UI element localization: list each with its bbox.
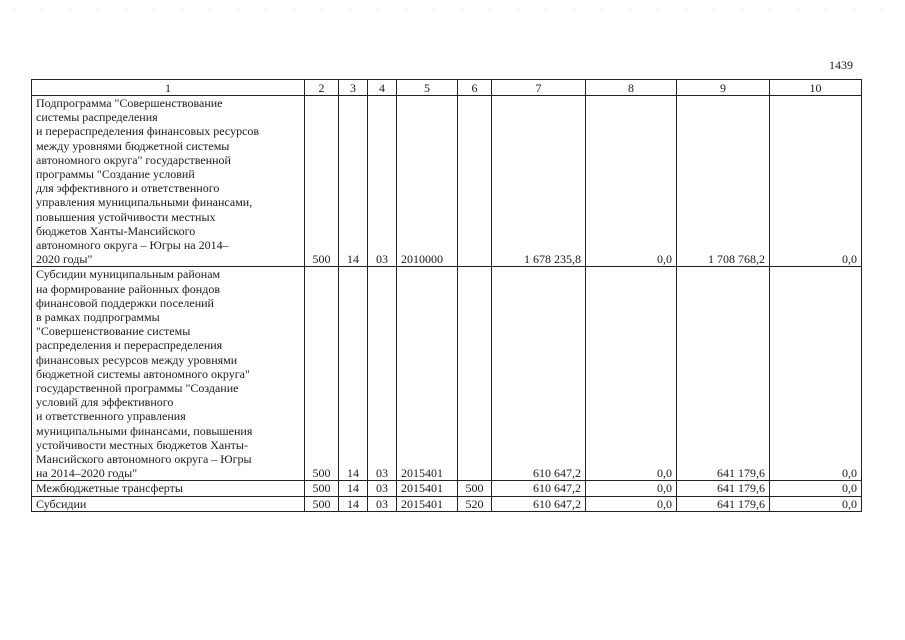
- cell-col5: 2010000: [397, 96, 458, 267]
- table-row: [32, 496, 862, 511]
- cell-col9: 641 179,6: [677, 481, 770, 496]
- row-name: Подпрограмма "Совершенствование системы распределения и перераспределения финансовых ресурсов между уровнями бюджетной системы автономного округа" государственной программы "Создание условий для эффективного и ответственного управления муниципальными финансами, повышения устойчивости местных бюджетов Ханты-Мансийского автономного округа – Югры на 2014– 2020 годы": [32, 96, 305, 267]
- cell-col7: 610 647,2: [492, 267, 586, 481]
- cell-col8: 0,0: [586, 481, 677, 496]
- column-header-10: 10: [770, 80, 862, 96]
- scan-artifact-dots: [0, 6, 905, 14]
- cell-col5: 2015401: [397, 496, 458, 511]
- cell-col9: 641 179,6: [677, 496, 770, 511]
- column-header-9: 9: [677, 80, 770, 96]
- cell-col6: 520: [458, 496, 492, 511]
- cell-col8: 0,0: [586, 496, 677, 511]
- cell-col5: 2015401: [397, 481, 458, 496]
- column-header-2: 2: [305, 80, 339, 96]
- budget-table: [31, 79, 862, 512]
- cell-col7: 610 647,2: [492, 481, 586, 496]
- cell-col2: 500: [305, 267, 339, 481]
- cell-col3: 14: [339, 496, 368, 511]
- cell-col2: 500: [305, 96, 339, 267]
- column-header-3: 3: [339, 80, 368, 96]
- cell-col8: 0,0: [586, 96, 677, 267]
- table-row: [32, 96, 862, 267]
- page-number: 1439: [829, 58, 853, 72]
- cell-col3: 14: [339, 481, 368, 496]
- cell-col2: 500: [305, 496, 339, 511]
- table-row: [32, 481, 862, 496]
- cell-col10: 0,0: [770, 481, 862, 496]
- cell-col2: 500: [305, 481, 339, 496]
- row-name: Субсидии муниципальным районам на формирование районных фондов финансовой поддержки поселений в рамках подпрограммы "Совершенствование системы распределения и перераспределения финансовых ресурсов между уровнями бюджетной системы автономного округа" государственной программы "Создание условий для эффективного и ответственного управления муниципальными финансами, повышения устойчивости местных бюджетов Ханты- Мансийского автономного округа – Югры на 2014–2020 годы": [32, 267, 305, 481]
- column-header-7: 7: [492, 80, 586, 96]
- cell-col7: 1 678 235,8: [492, 96, 586, 267]
- cell-col3: 14: [339, 96, 368, 267]
- cell-col10: 0,0: [770, 267, 862, 481]
- column-header-6: 6: [458, 80, 492, 96]
- cell-col7: 610 647,2: [492, 496, 586, 511]
- cell-col6: 500: [458, 481, 492, 496]
- cell-col4: 03: [368, 96, 397, 267]
- row-name: Субсидии: [32, 496, 305, 511]
- cell-col6: [458, 267, 492, 481]
- cell-col9: 1 708 768,2: [677, 96, 770, 267]
- header-row: [32, 80, 862, 96]
- column-header-5: 5: [397, 80, 458, 96]
- column-header-8: 8: [586, 80, 677, 96]
- cell-col10: 0,0: [770, 96, 862, 267]
- cell-col3: 14: [339, 267, 368, 481]
- cell-col4: 03: [368, 481, 397, 496]
- cell-col9: 641 179,6: [677, 267, 770, 481]
- row-name: Межбюджетные трансферты: [32, 481, 305, 496]
- column-header-4: 4: [368, 80, 397, 96]
- cell-col5: 2015401: [397, 267, 458, 481]
- cell-col4: 03: [368, 496, 397, 511]
- cell-col4: 03: [368, 267, 397, 481]
- column-header-1: 1: [32, 80, 305, 96]
- cell-col6: [458, 96, 492, 267]
- table-row: [32, 267, 862, 481]
- cell-col10: 0,0: [770, 496, 862, 511]
- cell-col8: 0,0: [586, 267, 677, 481]
